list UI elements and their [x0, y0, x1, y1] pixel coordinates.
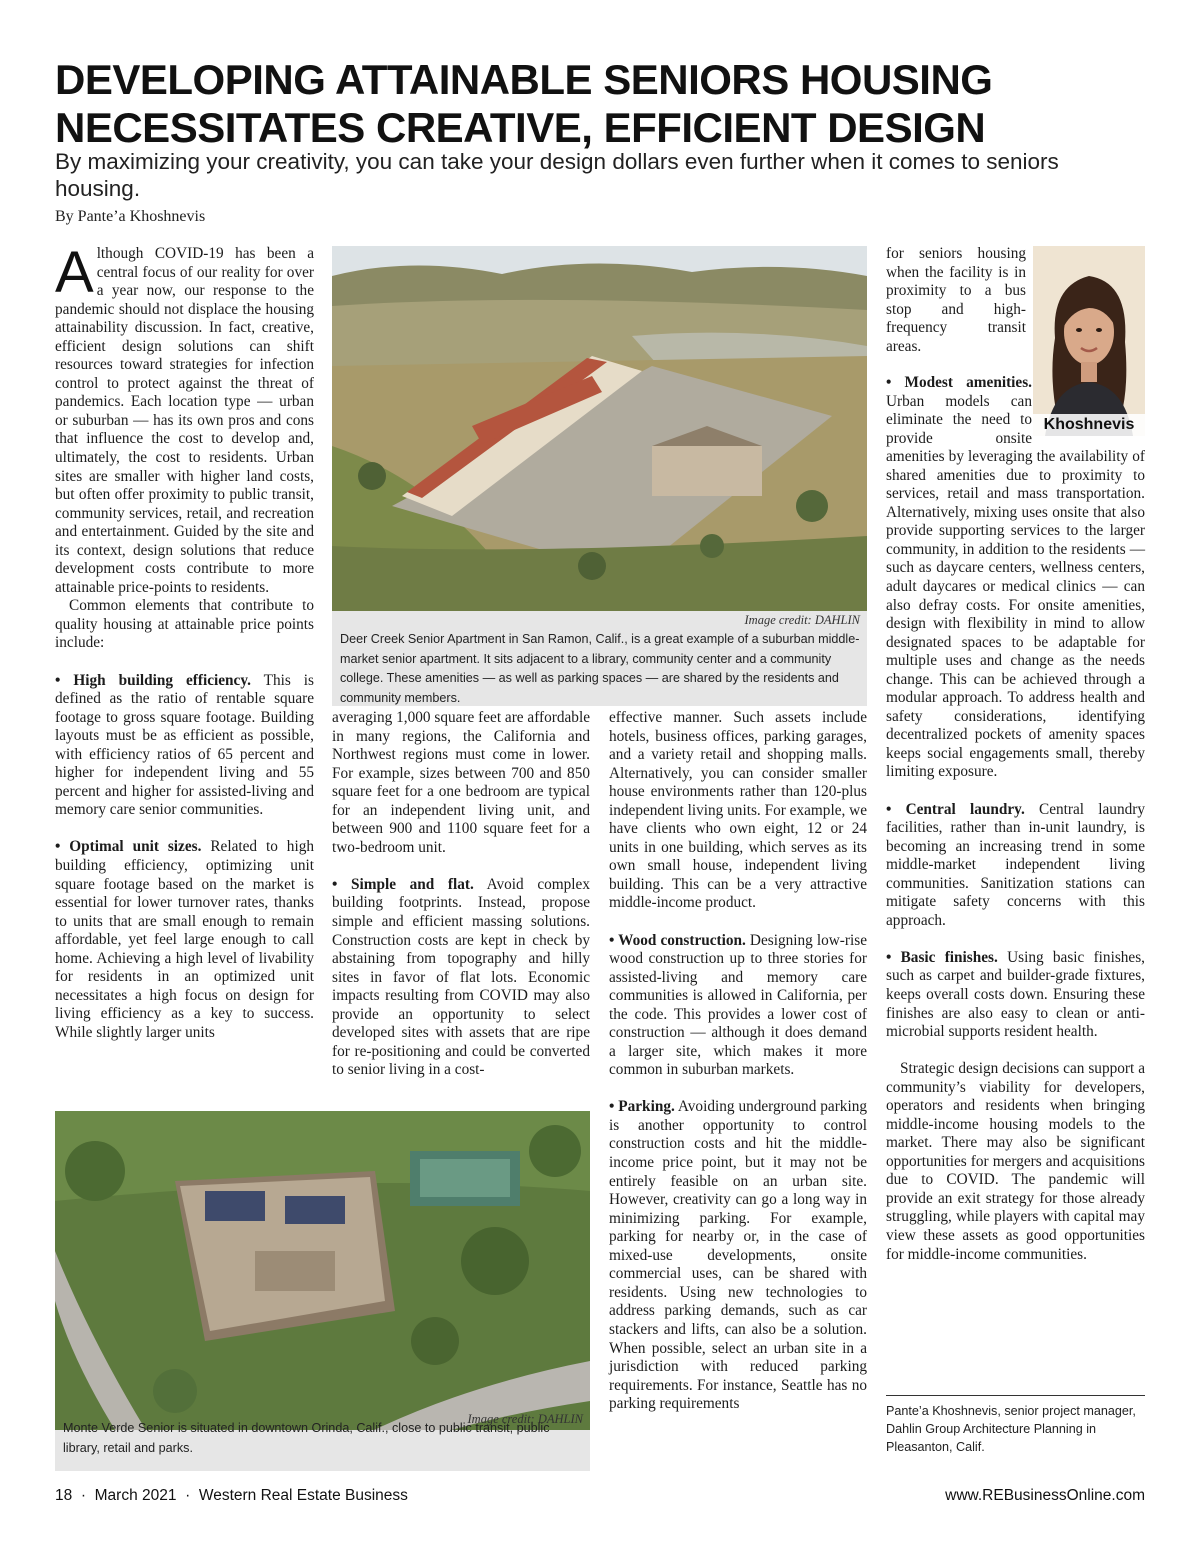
headline [55, 56, 1145, 152]
author-bio: Pante’a Khoshnevis, senior project manager, Dahlin Group Architecture Planning in Pleasanton, Calif. [886, 1404, 1136, 1454]
photo-monte-verde [55, 1111, 590, 1461]
aerial-photo-suburban [332, 246, 867, 611]
page-footer [55, 1487, 1145, 1507]
bullet-basic-finishes: • Basic finishes. Using basic finishes, such as carpet and builder-grade fixtures, keeps overall costs down. Ensuring these finishes are also easy to clean or anti-microbial supports resident health. [886, 948, 1145, 1041]
column-1 [55, 240, 314, 1042]
photo-deer-creek [332, 246, 867, 611]
footer-website: www.REBusinessOnline.com [945, 1487, 1145, 1504]
footer-folio: 18 · March 2021 · Western Real Estate Business [55, 1487, 408, 1504]
portrait-label: Khoshnevis [1033, 414, 1145, 436]
headline-line-2: NECESSITATES CREATIVE, EFFICIENT DESIGN [55, 104, 986, 151]
bullet-unit-sizes: • Optimal unit sizes. Related to high building efficiency, optimizing unit square footage based on the market is essential for lower turnover rates, thanks to units that are small enough to remain affordable, yet feel large enough to call home. Achieving a high level of livability for residents in an optimized unit necessitates a high focus on design for living efficiency as a key to success. While slightly larger units [55, 838, 314, 1041]
paragraph: averaging 1,000 square feet are affordable in many regions, the California and Northwest regions must come in lower. For example, sizes between 700 and 850 square feet for a one bedroom are typical for an independent living unit, and between 900 and 1100 square feet for a two-bedroom unit. [332, 709, 590, 856]
intro-paragraph: Although COVID-19 has been a central focus of our reality for over a year now, our response to the pandemic should not displace the housing attainability discussion. In fact, creative, efficient design solutions can shift resources toward strategies for infection control to protect against the threat of pandemics. Each location type — urban or suburban — has its own pros and cons that influence the cost to develop and, ultimately, the cost to residents. Urban sites are smaller with higher land costs, but often offer proximity to public transit, community services, retail, and recreation and entertainment. Guided by the site and its context, design solutions that reduce development costs contribute to more attainable price-points to residents. [55, 240, 314, 596]
paragraph: for seniors housing when the facility is in proximity to a bus stop and high-frequency transit areas. [886, 245, 1026, 355]
deck: By maximizing your creativity, you can take your design dollars even further when it comes to seniors housing. [55, 149, 1059, 201]
photo-caption: Monte Verde Senior is situated in downtown Orinda, Calif., close to public transit, public library, retail and parks. [63, 1421, 550, 1455]
column-4 [886, 374, 1145, 1264]
column-2 [332, 709, 590, 1080]
caption-box-monte-verde [55, 1461, 590, 1471]
photo-caption: Deer Creek Senior Apartment in San Ramon, Calif., is a great example of a suburban middle-market senior apartment. It sits adjacent to a library, community center and a community college. These amenities — as well as parking spaces — are shared by the residents and community members. [340, 632, 860, 705]
bullet-simple-flat: • Simple and flat. Avoid complex building footprints. Instead, propose simple and efficient massing solutions. Construction costs are kept in check by abstaining from topography and hilly sites in favor of flat lots. Economic impacts resulting from COVID may also provide an opportunity to select developed sites with assets that are ripe for re-positioning and could be converted to senior living in a cost- [332, 875, 590, 1079]
headline-line-1: DEVELOPING ATTAINABLE SENIORS HOUSING [55, 56, 993, 103]
bullet-building-efficiency: • High building efficiency. This is defined as the ratio of rentable square footage to gross square footage. Building layouts must be as efficient as possible, with efficiency ratios of 65 percent and higher for independent living and 55 percent and higher for assisted-living and memory care senior communities. [55, 671, 314, 819]
bullet-wood-construction: • Wood construction. Designing low-rise wood construction up to three stories for assisted-living and memory care communities is allowed in California, per the code. This provides a lower cost of construction — although it does demand a larger site, which makes it more common in suburban markets. [609, 931, 867, 1079]
aerial-photo-downtown [55, 1111, 590, 1461]
bio-divider [886, 1395, 1145, 1396]
paragraph: Common elements that contribute to quality housing at attainable price points include: [55, 597, 314, 652]
byline: By Pante’a Khoshnevis [55, 208, 206, 225]
column-4-top [886, 245, 1026, 356]
portrait-image [1033, 246, 1145, 436]
column-3 [609, 709, 867, 1414]
bullet-modest-amenities: • Modest amenities. Urban models can eliminate the need to provide onsite amenities by leveraging the availability of shared amenities due to proximity to services, retail and mass transportation. Alternatively, mixing uses onsite that also provide supporting services to the larger community, in addition to the residents — such as daycare centers, wellness centers, adult daycares or medical clinics — can also defray costs. For onsite amenities, design with flexibility in mind to allow designated spaces to be adaptable for multiple uses and change as the needs change. This can be achieved through a modular approach. To address health and safety considerations, identifying decentralized pockets of amenity spaces keeps social engagements small, thereby limiting exposure. [886, 374, 1145, 781]
paragraph: effective manner. Such assets include hotels, business offices, parking garages, and a variety retail and shopping malls. Alternatively, you can consider smaller house environments rather than 120-plus independent living units. For example, we have clients who own eight, 12 or 24 units in one building, which serves as its own small house, independent living building. This can be a very attractive middle-income product. [609, 709, 867, 912]
photo-credit: Image credit: DAHLIN [467, 1412, 583, 1426]
bullet-parking: • Parking. Avoiding underground parking is another opportunity to control construction costs and hit the middle-income price point, but it may not be entirely feasible on an urban site. However, creativity can go a long way in minimizing parking. For example, parking for nearby or, in the case of mixed-use developments, onsite commercial uses, can be shared with residents. Using new technologies to address parking demands, such as car stackers and lifts, can also be a solution. When possible, select an urban site in a jurisdiction with reduced parking requirements. For instance, Seattle has no parking requirements [609, 1098, 867, 1413]
closing-paragraph: Strategic design decisions can support a community’s viability for developers, operators and residents when bringing middle-income housing models to the market. There may also be significant opportunities for mergers and acquisitions due to COVID. The pandemic will provide an exit strategy for those already struggling, while players with capital may view these assets as good opportunities for middle-income communities. [886, 1060, 1145, 1263]
author-portrait [1033, 246, 1145, 436]
photo-credit: Image credit: DAHLIN [744, 613, 860, 627]
bullet-central-laundry: • Central laundry. Central laundry facilities, rather than in-unit laundry, is becoming an increasing trend in some middle-market independent living communities. Sanitization stations can mitigate safety concerns with this approach. [886, 800, 1145, 929]
drop-cap: A [55, 240, 94, 305]
